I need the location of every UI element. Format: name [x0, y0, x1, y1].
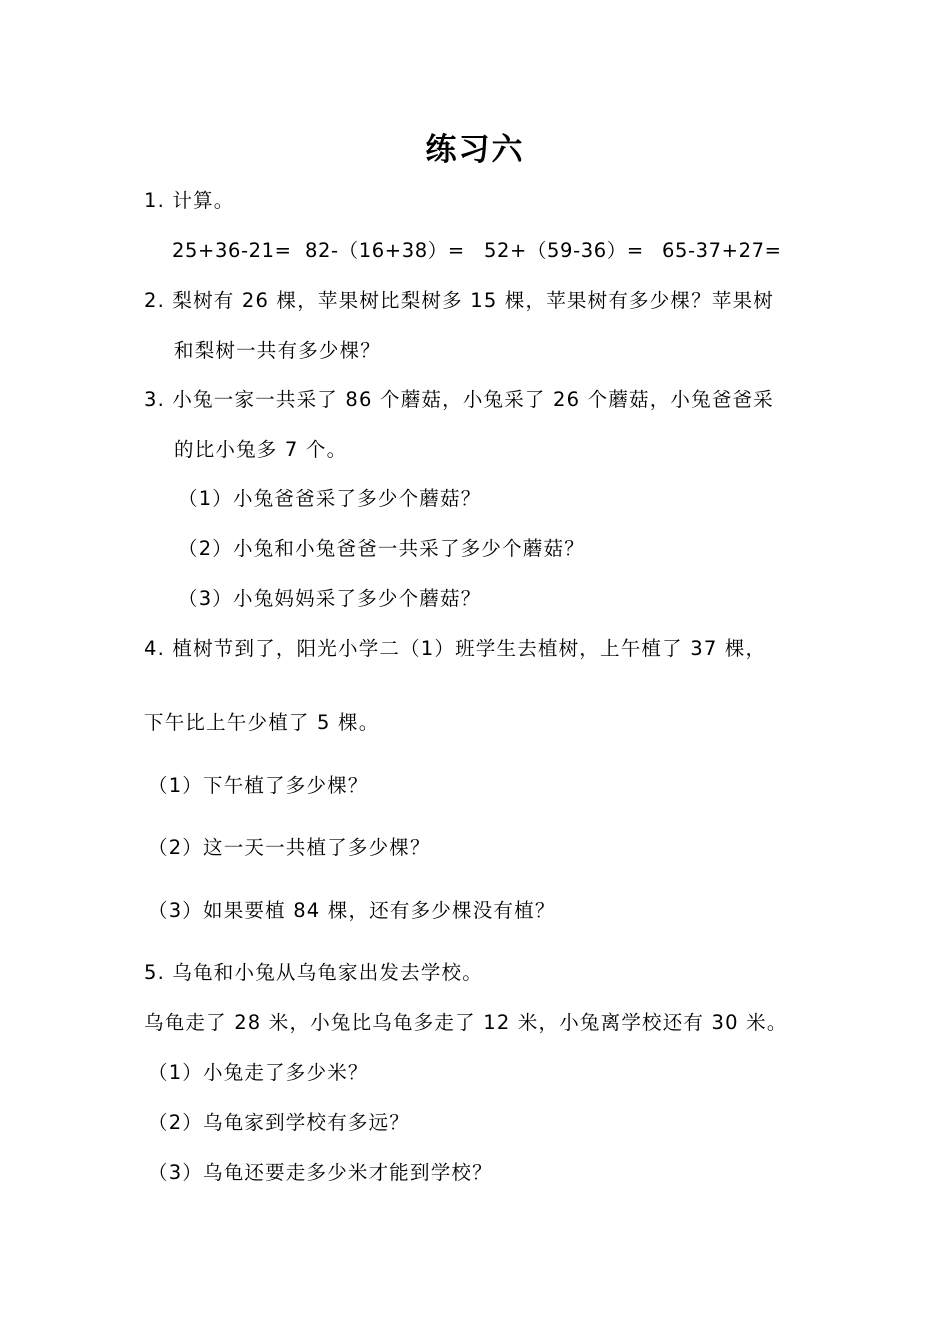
- q5-sub-2: （2）乌龟家到学校有多远？: [148, 1111, 411, 1134]
- q2-line-1: 2. 梨树有 26 棵，苹果树比梨树多 15 棵，苹果树有多少棵？苹果树: [144, 289, 774, 312]
- q5-line-2: 乌龟走了 28 米，小兔比乌龟多走了 12 米，小兔离学校还有 30 米。: [144, 1011, 788, 1034]
- q1-expr-4: 65-37+27=: [662, 239, 782, 262]
- q3-line-2: 的比小兔多 7 个。: [174, 438, 348, 461]
- q4-line-1: 4. 植树节到了，阳光小学二（1）班学生去植树，上午植了 37 棵，: [144, 637, 767, 660]
- q1-expr-1: 25+36-21=: [172, 239, 292, 262]
- q4-sub-3: （3）如果要植 84 棵，还有多少棵没有植？: [148, 899, 556, 922]
- q3-sub-1: （1）小兔爸爸采了多少个蘑菇？: [178, 487, 482, 510]
- q4-sub-1: （1）下午植了多少棵？: [148, 774, 369, 797]
- q1-heading: 1. 计算。: [144, 189, 235, 212]
- q4-line-2: 下午比上午少植了 5 棵。: [144, 711, 380, 734]
- q3-sub-3: （3）小兔妈妈采了多少个蘑菇？: [178, 587, 482, 610]
- q1-expr-2: 82-（16+38）=: [305, 239, 465, 262]
- page-title: 练习六: [425, 132, 525, 168]
- q3-sub-2: （2）小兔和小兔爸爸一共采了多少个蘑菇？: [178, 537, 585, 560]
- q1-expr-3: 52+（59-36）=: [484, 239, 644, 262]
- q5-line-1: 5. 乌龟和小兔从乌龟家出发去学校。: [144, 961, 483, 984]
- q5-sub-1: （1）小兔走了多少米？: [148, 1061, 369, 1084]
- q4-sub-2: （2）这一天一共植了多少棵？: [148, 836, 431, 859]
- q2-line-2: 和梨树一共有多少棵？: [174, 339, 382, 362]
- q3-line-1: 3. 小兔一家一共采了 86 个蘑菇，小兔采了 26 个蘑菇，小兔爸爸采: [144, 388, 774, 411]
- q5-sub-3: （3）乌龟还要走多少米才能到学校？: [148, 1161, 493, 1184]
